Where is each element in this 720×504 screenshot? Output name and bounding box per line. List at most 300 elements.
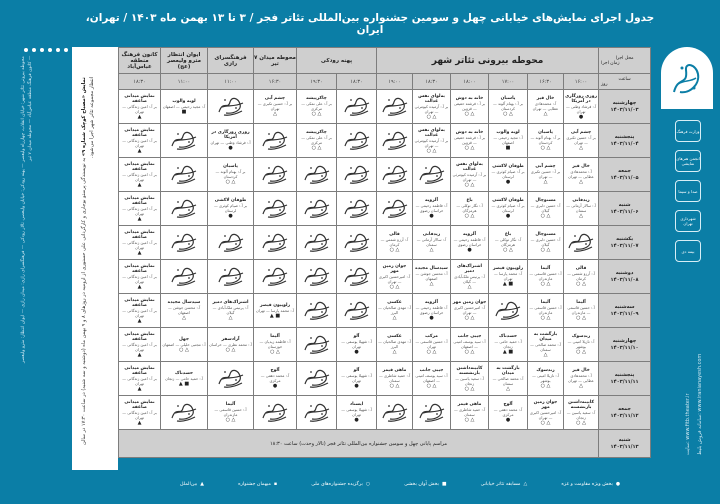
category-icons: △ [429, 281, 434, 287]
day-date-cell [599, 226, 651, 260]
festival-calligraphy-icon [302, 400, 332, 424]
category-icons: △ [392, 315, 397, 321]
performance-cell [119, 260, 161, 294]
category-icons: ● [354, 417, 359, 423]
category-icons: ■ ▲ [502, 281, 514, 287]
performance-title: زلوپیون قیصر [492, 266, 524, 271]
performance-title: لوبه والوب [496, 130, 520, 135]
performance-cell [377, 226, 413, 260]
performance-cell [297, 124, 337, 158]
empty-slot-logo [161, 124, 208, 158]
legend [180, 482, 620, 487]
festival-calligraphy-icon [216, 264, 246, 288]
performance-cell [451, 226, 489, 260]
performance-cell [208, 158, 254, 192]
performance-cell [564, 158, 599, 192]
corner-hour-label [599, 74, 651, 90]
category-icons: △ ○ [311, 111, 322, 117]
performance-cell [377, 260, 413, 294]
performance-cell [119, 192, 161, 226]
performance-meta: بر آ.: امین زندگانی — تهران [122, 205, 157, 216]
performance-meta: آ.: محمد پارسا — تهران [493, 271, 523, 281]
category-icons: ▲ [137, 419, 142, 426]
date: ۱۴۰۳/۱۱/۰۵ [610, 174, 639, 181]
category-icons: ▲ [137, 181, 142, 188]
performance-title: قالی [389, 232, 400, 237]
performance-cell [451, 192, 489, 226]
sponsor-logo: بیمه دی [675, 240, 701, 262]
performance-meta: آ.: مجید رحیمی — اصفهان [493, 135, 523, 145]
performance-meta: آ.: فاطمه رحیمی — خراسان رضوی [415, 305, 448, 315]
performance-title: کابینه‌داشتن بازنشسته [456, 365, 483, 376]
category-icons: △ ○ [576, 281, 586, 287]
performance-meta: بر آ.: صیام کوثری — لرستان [491, 203, 525, 213]
performance-cell [119, 124, 161, 158]
performance-cell [413, 226, 451, 260]
performance-cell [451, 396, 489, 430]
performance-title: نمایش میدانی صاعقه [124, 229, 155, 240]
performance-meta: آ.: سعید یاسین — زنجان [566, 409, 596, 420]
performance-title: چاکرپیشه [306, 96, 327, 101]
performance-meta: آ.: امیرحسین اکبری — تهران [378, 273, 411, 284]
sponsor-logo: انجمن هنرهای نمایشی [675, 150, 701, 172]
time-slot: ۱۹:۰۰ [377, 74, 413, 90]
performance-meta: آ.: فاطمه زیدیان — خوزستان [259, 339, 291, 349]
performance-meta: آ.: حمید شاطری — سمنان [378, 373, 411, 383]
performance-title: حسدناک [175, 370, 193, 376]
empty-slot-logo [337, 260, 377, 294]
category-icons: ● [578, 113, 584, 120]
empty-slot-logo [161, 260, 208, 294]
performance-title: نمایش میدانی صاعقه [124, 399, 155, 410]
performance-title: روزی روزگاری در آمریکا [211, 130, 250, 140]
page-title: جدول اجرای نمایش‌های خیابانی چهل و سومین جشنواره بین‌المللی تئاتر فجر / ۳ تا ۱۳ بهمن ماه ۱۴۰۳ / تهران، ایران [85, 12, 655, 36]
venue-header: ایوان انتظار مترو ولیعصر (عج) [161, 48, 208, 74]
performance-title: آلیما [576, 300, 586, 305]
performance-cell [119, 362, 161, 396]
performance-meta: بر آ.: آرمیده کیومرثی — تهران [414, 103, 449, 114]
category-icons: △ [579, 179, 583, 185]
performance-title: نمایش میدانی صاعقه [124, 263, 155, 274]
day-name: چهارشنبه [612, 337, 637, 344]
category-icons: △ ○ [179, 346, 189, 353]
legend-item [311, 482, 370, 487]
category-icons: △ ○ [311, 145, 322, 151]
performance-title: جیبی جانب [419, 368, 444, 373]
category-icons: △ ○ [576, 419, 586, 426]
performance-meta: آ.: سید یوسف امینی — اصفهان [453, 339, 486, 349]
performance-cell [564, 124, 599, 158]
category-icons: ▲ [137, 215, 142, 222]
category-icons: ● [467, 247, 472, 253]
category-icons: ▲ [137, 385, 142, 392]
performance-cell [564, 260, 599, 294]
performance-cell [297, 90, 337, 124]
time-label: زمان اجرا [601, 60, 620, 66]
category-icons: △ ○ [464, 145, 475, 151]
empty-slot-logo [208, 90, 254, 124]
performance-title: طوفان لاکشی [492, 164, 524, 169]
performance-title: جهل [179, 336, 189, 342]
performance-cell [161, 362, 208, 396]
category-icons: ● [505, 417, 511, 423]
performance-title: باغ [504, 232, 512, 237]
category-icons: △ [579, 383, 583, 389]
performance-meta: بر آ.: صیام کوثری — لرستان [491, 169, 525, 179]
performance-meta: آ.: مجید رحیمی — اصفهان [162, 103, 206, 109]
performance-title: آلیما [540, 266, 551, 271]
category-icons: △ ○ [503, 247, 513, 253]
performance-meta: آ.: محسن جوشن — اصفهان [167, 305, 201, 315]
ticket-website-link[interactable]: سامانه فروش بلیط: www.iranianayesh.com [697, 353, 703, 455]
sponsor-logo: شهرداری تهران [675, 210, 701, 232]
festival-calligraphy-icon [260, 264, 290, 288]
festival-calligraphy-icon [493, 298, 523, 322]
performance-cell [161, 294, 208, 328]
performance-cell [377, 294, 413, 328]
performance-meta: آ.: محمد پارسا — تهران [256, 307, 294, 313]
category-icons: ■ [505, 145, 511, 151]
legend-item [404, 482, 446, 487]
performance-meta: بر آ.: فرشته حقیقی — قزوین [453, 101, 486, 111]
empty-slot-logo [297, 226, 337, 260]
performance-cell [413, 260, 451, 294]
performance-cell [413, 192, 451, 226]
schedule-row [119, 396, 651, 430]
schedule-row [119, 294, 651, 328]
legend-item [561, 482, 620, 487]
performance-meta: بر آ.: علی نمکی — مرکزی [301, 135, 332, 145]
performance-meta: آ.: پرنیس ملک‌آبادی — گیلان [454, 273, 485, 284]
category-icons: △ ○ [540, 247, 551, 253]
performance-meta: آ.: آرزو شمس — کرمان [567, 271, 595, 281]
performance-title: خال قیر [536, 96, 555, 101]
empty-slot-logo [208, 226, 254, 260]
performance-title: پاسبان [538, 130, 553, 135]
empty-slot-logo [254, 260, 297, 294]
performance-title: آزادسفر [221, 336, 240, 342]
performance-meta: بر آ.: امین زندگانی — تهران [122, 137, 157, 148]
performance-cell [208, 294, 254, 328]
festival-calligraphy-icon [380, 162, 410, 186]
day-name: شنبه [618, 436, 631, 443]
festival-calligraphy-icon [302, 230, 332, 254]
festival-calligraphy-icon [169, 230, 199, 254]
festival-calligraphy-icon [169, 400, 199, 424]
legend-label: بین‌الملل [180, 482, 198, 487]
empty-slot-logo [254, 192, 297, 226]
day-date-cell [599, 260, 651, 294]
festival-calligraphy-logo-icon [668, 56, 706, 100]
performance-title: ایستاد [349, 402, 364, 407]
performance-cell [564, 328, 599, 362]
performance-meta: آ.: حسین قاسمی — مازندران [529, 271, 562, 281]
performance-cell [208, 396, 254, 430]
performance-cell [528, 158, 564, 192]
empty-slot-logo [297, 396, 337, 430]
performance-title: سیدسال مجیده [167, 300, 201, 305]
performance-meta: آ.: حسین دلبری — گیلان [530, 203, 561, 213]
empty-slot-logo [377, 192, 413, 226]
performance-title: آلزویه [425, 198, 438, 203]
category-icons: ■ ▲ [269, 312, 281, 319]
performance-title: نمایش میدانی صاعقه [124, 365, 155, 376]
performance-meta: بر آ.: امین زندگانی — تهران [122, 409, 157, 420]
time-slot: ۱۸:۰۰ [451, 74, 489, 90]
schedule-row [119, 90, 651, 124]
empty-slot-logo [377, 158, 413, 192]
performance-meta: آ.: نگار توکلی — هرمزگان [494, 237, 522, 247]
empty-slot-logo [564, 226, 599, 260]
category-icons: △ [543, 351, 548, 358]
performance-cell [413, 362, 451, 396]
time-slot: ۱۶:۳۰ [254, 74, 297, 90]
performance-cell [489, 124, 528, 158]
performance-cell [119, 90, 161, 124]
festival-calligraphy-icon [380, 128, 410, 152]
empty-slot-logo [208, 260, 254, 294]
performance-title: آلیما [270, 334, 280, 339]
venue-header: کانون فرهنگ منطقه عباس‌آباد [119, 48, 161, 74]
empty-slot-logo [337, 226, 377, 260]
performance-cell [451, 294, 489, 328]
performance-meta: بر آ.: امین زندگانی — تهران [122, 375, 157, 386]
performance-meta: آ.: سعید یاسین — زنجان [455, 375, 484, 386]
performance-meta: آ.: شهیلا یوسفی — تهران [341, 373, 372, 383]
category-icons: △ ○ [576, 315, 586, 321]
empty-slot-logo [337, 294, 377, 328]
legend-label: مسابقه تئاتر خیابانی [480, 482, 521, 487]
performance-cell [337, 396, 377, 430]
performance-meta: بر آ.: امین زندگانی — تهران [122, 307, 157, 318]
category-icons: △ [467, 283, 472, 290]
empty-slot-logo [337, 90, 377, 124]
performance-meta: آ.: حمید حامی — زنجان [494, 339, 522, 349]
decorative-dots [20, 48, 68, 52]
performance-title: خانه به دوش [455, 96, 484, 101]
category-icons: △ [273, 111, 277, 117]
performance-cell [377, 328, 413, 362]
performance-title: اشتراک‌های دمیر [456, 263, 483, 274]
date: ۱۴۰۳/۱۱/۰۳ [610, 106, 639, 113]
empty-slot-logo [297, 192, 337, 226]
time-slot: ۱۶:۳۰ [528, 74, 564, 90]
time-slot: ۱۸:۳۰ [119, 74, 161, 90]
festival-calligraphy-icon [169, 264, 199, 288]
performance-meta: آ.: حسین دلبری — گیلان [530, 237, 561, 247]
performance-title: زیدفانی [422, 232, 441, 237]
empty-slot-logo [337, 192, 377, 226]
day-date-cell [599, 362, 651, 396]
performance-meta: آ.: حمید شاطری — سمنان [453, 407, 486, 417]
category-icons: △ ○ [426, 147, 437, 154]
category-icons: △ [579, 213, 583, 219]
category-icons: △ [392, 349, 397, 355]
category-icons: △ ○ [464, 315, 475, 321]
category-icons: △ ○ [464, 181, 475, 188]
category-icons: ▲ [137, 317, 142, 324]
empty-slot-logo [161, 396, 208, 430]
category-icons: ▲ [137, 113, 142, 120]
performance-meta: آ.: حمید حامی — زنجان [165, 375, 203, 381]
category-icons: △ ○ [540, 145, 551, 151]
performance-meta: بر آ.: فرشته حقیقی — قزوین [453, 135, 486, 145]
category-icons: ● [505, 213, 511, 219]
performance-meta: بر آ.: حسین تکبری — تهران [257, 101, 293, 111]
schedule-row [119, 362, 651, 396]
day-name: دوشنبه [615, 269, 634, 276]
time-slot: ۱۸:۳۰ [337, 74, 377, 90]
day-date-cell [599, 192, 651, 226]
category-icons: △ [506, 385, 510, 392]
performance-meta: آ.: حسین قاسمی — تهران [415, 339, 448, 349]
legend-label: بخش ویژه مقاومت و غزه [561, 482, 613, 487]
performance-title: چاکرپیشه [306, 130, 327, 135]
venue-header: محوطه میدان ۷ تیر [254, 48, 297, 74]
performance-cell [489, 158, 528, 192]
performance-cell [564, 294, 599, 328]
category-icons: ■ [181, 108, 187, 115]
schedule-table [118, 47, 651, 458]
date: ۱۴۰۳/۱۱/۱۳ [610, 443, 639, 450]
performance-meta: آ.: محمدهادی عطایی — تهران [568, 373, 594, 383]
category-icons: ● [228, 213, 233, 219]
time-slot: ۱۱:۰۰ [161, 74, 208, 90]
performance-meta: بر آ.: حسین تکبری — تهران [530, 169, 561, 179]
category-icons: △ ○ [464, 417, 475, 423]
hour-label: ساعت [618, 76, 631, 82]
performance-title: به‌لوای نفس عدالت [418, 93, 445, 104]
performance-meta: بر آ.: حسین تکبری — تهران [566, 135, 596, 145]
performance-meta: بر آ.: امین زندگانی — تهران [122, 273, 157, 284]
empty-slot-logo [161, 158, 208, 192]
performance-title: آلیما [540, 300, 551, 305]
festival-calligraphy-icon [342, 230, 372, 254]
performance-title: نمایش میدانی صاعقه [124, 127, 155, 138]
date: ۱۴۰۳/۱۱/۱۰ [610, 344, 639, 351]
performance-meta: بر آ.: امین زندگانی — تهران [122, 341, 157, 352]
date: ۱۴۰۳/۱۱/۰۶ [610, 208, 639, 215]
performance-title: به‌لوای نفس عدالت [418, 127, 445, 138]
festival-calligraphy-icon [302, 264, 332, 288]
performance-meta: آ.: محمد دهقی — مرکزی [493, 407, 523, 417]
legend-label: بخش آوان بخشی [404, 482, 439, 487]
performance-meta: آ.: مهدی صالحیان — البرز [378, 305, 411, 315]
performance-title: طوفان لاکشی [492, 198, 524, 203]
performance-title: آلزویه [463, 232, 476, 237]
category-icons: △ ○ [464, 385, 475, 392]
category-icons: △ ○ [540, 315, 551, 321]
venue-addresses-text: محوطه بیرونی تئاتر شهر: خیابان انقلاب، چهارراه ولیعصر — پهنه رودکی: خیابان ولیعصر، تالار رودکی — فرهنگسرای رازی: میدان رازی — ایوان انتظار: مترو ولیعصر — کانون فرهنگ منطقه عباس‌آباد — محوطه میدان ۷ تیر [21, 56, 33, 363]
festival-calligraphy-icon [260, 128, 290, 152]
performance-meta: آ.: محسن جوشن — اصفهان [415, 271, 448, 281]
category-icons: ● [429, 213, 434, 219]
performance-title: جوان زمین مهر [533, 399, 558, 410]
special-performance-panel [72, 47, 118, 470]
performance-title: آلزویه [425, 300, 438, 305]
empty-slot-logo [489, 294, 528, 328]
category-icons: ● [505, 179, 511, 185]
date: ۱۴۰۳/۱۱/۰۸ [610, 276, 639, 283]
performance-title: جوان زمین مهر [452, 300, 487, 305]
performance-title: نمایش میدانی صاعقه [124, 195, 155, 206]
performance-meta: آ.: سالار آرمانی — سمنان [416, 237, 447, 247]
festival-calligraphy-icon [342, 196, 372, 220]
festival-calligraphy-icon [216, 230, 246, 254]
performance-meta: آ.: سید یوسف امینی — اصفهان [415, 373, 448, 383]
performance-cell [451, 158, 489, 192]
closing-ceremony: مراسم پایانی چهل و سومین جشنواره بین‌المللی تئاتر فجر (تالار وحدت) ساعت ۱۸:۳۰ [119, 430, 599, 458]
day-date-cell [599, 396, 651, 430]
performance-meta: آ.: نازیلا امینی — بوشهر [532, 373, 559, 383]
festival-calligraphy-icon [216, 366, 246, 390]
day-name: یکشنبه [616, 235, 634, 242]
special-performance-details: به نویسندگی پرستو بوجاری و کارگردانی علی حسنوری از ارومیه در روزهای ۸ و ۹ بهمن ماه (دوشنبه و سه شنبه) در ساعت ۱۷:۳۰ در سالن انتظار مجموعه تئاتر شهر اجرا می‌شود. [81, 77, 95, 445]
festival-calligraphy-icon [216, 94, 246, 118]
festival-calligraphy-icon [566, 230, 596, 254]
performance-meta: بر آ.: امین زندگانی — تهران [122, 239, 157, 250]
performance-title: ماهی قیمز [382, 368, 407, 373]
empty-slot-logo [297, 328, 337, 362]
category-icons: △ ○ [540, 383, 551, 389]
category-icons: △ ○ [225, 179, 236, 185]
venue-header: محوطه بیرونی تئاتر شهر [377, 48, 599, 74]
performance-title: نمایش میدانی صاعقه [124, 93, 155, 104]
performance-meta: آ.: امیرحسین اکبری — تهران [453, 305, 486, 315]
category-icons: ▲ [137, 283, 142, 290]
performance-meta: بر آ.: امین زندگانی — تهران [122, 103, 157, 114]
performance-title: آلوچ [270, 368, 280, 373]
performance-title: به‌لوای نفس عدالت [456, 161, 483, 172]
date: ۱۴۰۳/۱۱/۰۴ [610, 140, 639, 147]
category-icons: △ ○ [426, 349, 437, 355]
date: ۱۴۰۳/۱۱/۱۲ [610, 412, 639, 419]
empty-slot-logo [297, 294, 337, 328]
closing-row [119, 430, 651, 458]
schedule-row [119, 124, 651, 158]
sponsor-logos [668, 120, 708, 262]
category-icons: ▲ [137, 351, 142, 358]
legend-label: میهمان جشنواره [238, 482, 271, 487]
performance-cell [161, 328, 208, 362]
venue-header-row [119, 48, 651, 74]
festival-calligraphy-icon [302, 196, 332, 220]
day-name: شنبه [618, 201, 631, 208]
performance-meta: آ.: نگار توکلی — هرمزگان [456, 203, 483, 213]
empty-slot-logo [254, 158, 297, 192]
performance-cell [119, 158, 161, 192]
festival-calligraphy-icon [380, 94, 410, 118]
performance-cell [564, 192, 599, 226]
festival-calligraphy-icon [169, 162, 199, 186]
performance-meta: آ.: شهیلا یوسفی — تهران [341, 407, 372, 417]
time-slot: ۱۷:۰۰ [489, 74, 528, 90]
performance-cell [489, 362, 528, 396]
festival-calligraphy-icon [260, 162, 290, 186]
performance-cell [337, 362, 377, 396]
empty-slot-logo [377, 124, 413, 158]
category-icons: ● [228, 145, 233, 151]
performance-cell [451, 362, 489, 396]
performance-meta: آ.: حسین قاسمی — مازندران [567, 305, 595, 315]
performance-title: عکسی [387, 334, 402, 339]
festival-website-link[interactable]: سایت: www.fitb.theater.ir [685, 393, 691, 455]
performance-title: عکسی [387, 300, 402, 305]
performance-cell [489, 396, 528, 430]
performance-title: مستوچال [535, 232, 556, 237]
venue-label: محل اجرا [615, 55, 634, 61]
empty-slot-logo [413, 158, 451, 192]
